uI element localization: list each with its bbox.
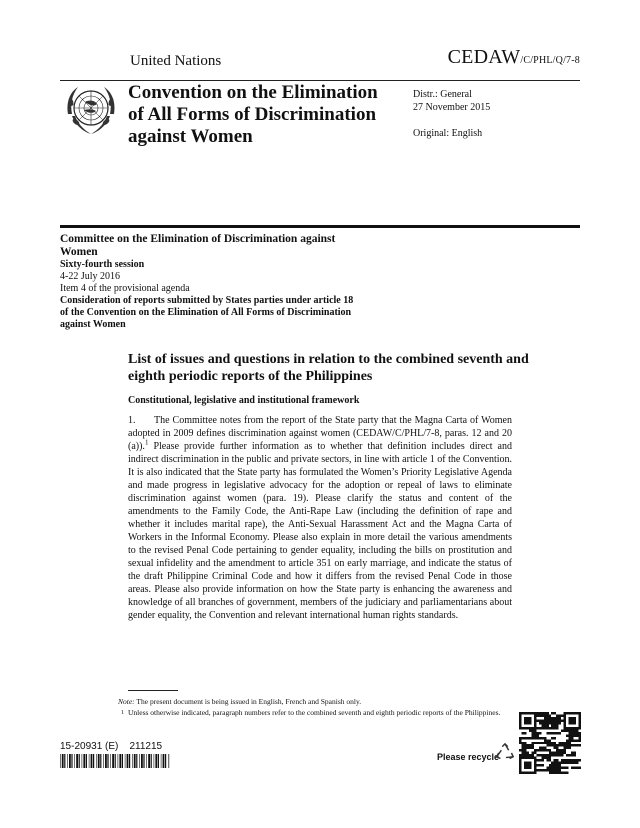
document-title: List of issues and questions in relation to the combined seventh and eighth periodic reports of the Philippines: [128, 352, 529, 384]
un-emblem-icon: [60, 80, 122, 142]
recycle-text: Please recycle: [437, 752, 500, 762]
original-language: Original: English: [413, 128, 483, 139]
symbol-suffix: /C/PHL/Q/7-8: [520, 55, 580, 66]
agenda-title: Consideration of reports submitted by States parties under article 18 of the Convention on the Elimination of All Forms of Discrimination against Women: [60, 295, 354, 330]
barcode: [60, 754, 170, 768]
agenda-item: Item 4 of the provisional agenda: [60, 283, 190, 294]
document-symbol: [448, 46, 580, 69]
distribution-block: [413, 88, 490, 140]
footnote-ref: 1: [144, 438, 149, 447]
footnote-text: Unless otherwise indicated, paragraph numbers refer to the combined seventh and eighth periodic reports of the Philippines.: [128, 708, 501, 717]
footnote-1: [118, 708, 518, 718]
symbol-main: CEDAW: [447, 46, 521, 68]
paragraph-text-part2: Please provide further information as to whether that definition includes direct and indirect discrimination in the public and private sectors, in line with article 1 of the Convention. It is also indicated that the State party has formulated the Women’s Priority Legislative Agenda and made progress in legislative advocacy for the adoption or repeal of laws to eliminate discrimination against women (para. 19). Please clarify the status and content of the amendments to the Family Code, the Anti-Rape Law (including the definition of rape and whether it includes marital rape), the Anti-Sexual Harassment Act and the Magna Carta of Workers in the Informal Economy. Please also explain in more detail the various amendments to the revised Penal Code pertaining to gender equality, including the bills on prostitution and sexual infidelity and the amendment to article 351 on early marriage, and indicate the status of the draft Philippine Criminal Code and how it differs from the revised Penal Code in those areas. Please also provide information on how the State party is enhancing the awareness and knowledge of all branches of government, members of the judiciary and parliamentarians about gender equality, the Convention and relevant international human rights standards.: [128, 441, 512, 621]
convention-title: Convention on the Elimination of All Forms of Discrimination against Women: [128, 82, 378, 147]
note-label: Note:: [118, 697, 135, 706]
header-rule: [60, 225, 580, 228]
note-text: The present document is being issued in English, French and Spanish only.: [134, 697, 362, 706]
footnote-number: 1: [121, 710, 124, 716]
committee-name: Committee on the Elimination of Discrimination against Women: [60, 233, 336, 258]
top-rule: [60, 80, 580, 81]
footnote-rule: [128, 690, 178, 691]
job-number: 15-20931 (E) 211215: [60, 741, 163, 752]
recycle-icon: [494, 742, 516, 764]
paragraph-number: 1.: [128, 415, 136, 426]
issue-date: 27 November 2015: [413, 102, 491, 113]
section-heading: Constitutional, legislative and institutional framework: [128, 395, 360, 406]
committee-block: [60, 233, 360, 331]
paragraph-text-part1: The Committee notes from the report of the State party that the Magna Carta of Women adopted in 2009 defines discrimination against women (CEDAW/C/PHL/7-8, paras. 12 and 20 (a)).: [128, 415, 512, 452]
qr-code: [519, 712, 581, 774]
distribution-status: Distr.: General: [413, 89, 472, 100]
paragraph-1: [128, 414, 512, 622]
session: Sixty-fourth session: [60, 259, 145, 270]
organization-name: United Nations: [130, 53, 222, 69]
language-note: [118, 697, 518, 707]
session-dates: 4-22 July 2016: [60, 271, 120, 282]
